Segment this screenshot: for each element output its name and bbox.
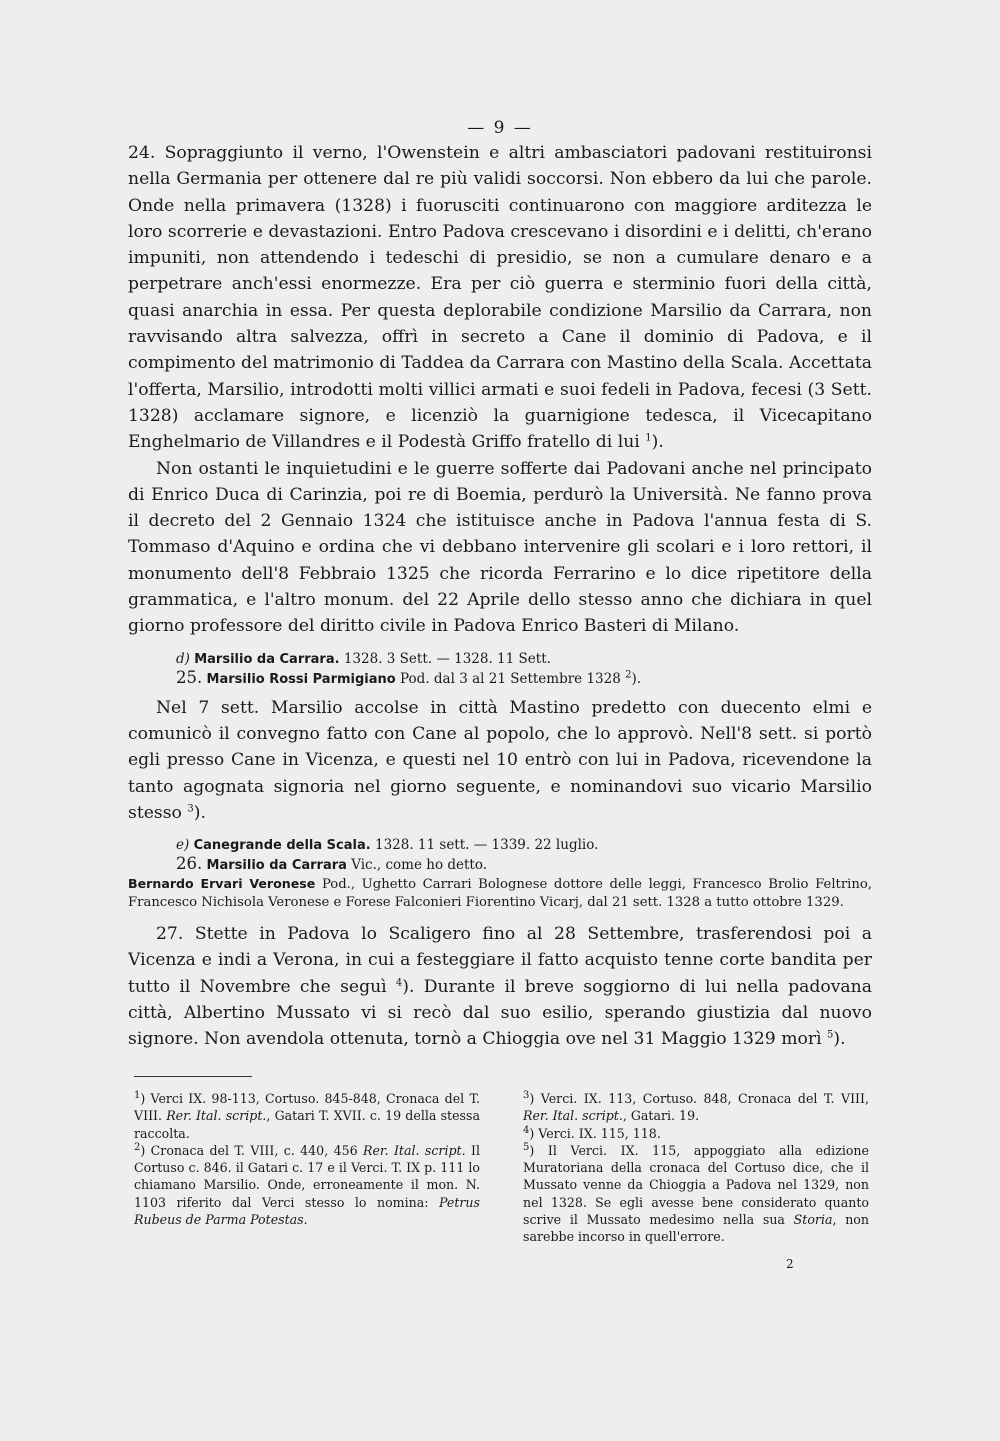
footnote-3: $^3$) Verci. IX. 113, Cortuso. 848, Cronaca del T. VIII, Rer. Ital. script., Gatari. 19. <box>523 1089 869 1124</box>
section-heading-26: 26. Marsilio da Carrara Vic., come ho detto. <box>176 854 488 874</box>
main-text <box>128 140 872 1052</box>
footnote-ref-3: 3 <box>187 803 194 815</box>
footnote-ref-5: 5 <box>827 1029 834 1041</box>
footnote-1: $^1$) Verci IX. 98-113, Cortuso. 845-848, Cronaca del T. VIII. Rer. Ital. script., Gatari T. XVII. c. 19 della stessa raccolta. <box>134 1089 480 1141</box>
paragraph-26: Bernardo Ervari Veronese Pod., Ughetto Carrari Bolognese dottore delle leggi, Francesco Brolio Feltrino, Francesco Nichisola Veronese e Forese Falconieri Fiorentino Vicarj, dal 21 sett. 1328 a tutto ottobre 1329. <box>128 876 872 910</box>
paragraph-27: 27. Stette in Padova lo Scaligero fino al 28 Settembre, trasferendosi poi a Vicenza e indi a Verona, in cui a festeggiare il fatto acquisto tenne corte bandita per tutto il Novembre che seguì $^4$). Durante il breve soggiorno di lui nella padovana città, Albertino Mussato vi si recò dal suo esilio, sperando giustizia dal nuovo signore. Non avendola ottenuta, tornò a Chioggia ove nel 31 Maggio 1329 morì $^5$). <box>128 923 872 1050</box>
footnote-ref-1: 1 <box>645 432 652 444</box>
footnote-5: $^5$) Il Verci. IX. 115, appoggiato alla edizione Muratoriana della cronaca del Cortuso dice, che il Mussato venne da Chioggia a Padova nel 1329, non nel 1328. Se egli avesse bene considerato quanto scrive il Mussato medesimo nella sua Storia, non sarebbe incorso in quell'errore. <box>523 1141 869 1245</box>
footnotes <box>134 1090 869 1246</box>
footnotes-left-column <box>134 1090 480 1246</box>
paragraph-24: 24. Sopraggiunto il verno, l'Owenstein e altri ambasciatori padovani restituironsi nella Germania per ottenere dal re più validi soccorsi. Non ebbero da lui che parole. Onde nella primavera (1328) i fuorusciti continuarono con maggiore arditezza le loro scorrerie e devastazioni. Entro Padova crescevano i disordini e i delitti, ch'erano impuniti, non attendendo i tedeschi di presidio, se non a cumulare denaro e a perpetrare anch'essi enormezze. Era per ciò guerra e sterminio fuori della città, quasi anarchia in essa. Per questa deplorabile condizione Marsilio da Carrara, non ravvisando altra salvezza, offrì in secreto a Cane il dominio di Padova, e il compimento del matrimonio di Taddea da Carrara con Mastino della Scala. Accettata l'offerta, Marsilio, introdotti molti villici armati e suoi fedeli in Padova, fecesi (3 Sett. 1328) acclamare signore, e licenziò la guarnigione tedesca, il Vicecapitano Enghelmario de Villandres e il Podestà Griffo fratello di lui $^1$). <box>128 143 872 453</box>
signature-mark: 2 <box>786 1257 794 1271</box>
footnote-divider <box>134 1076 252 1077</box>
section-heading-d: d) Marsilio da Carrara. 1328. 3 Sett. — 1328. 11 Sett. <box>176 650 551 667</box>
paragraph-25: Nel 7 sett. Marsilio accolse in città Mastino predetto con duecento elmi e comunicò il convegno fatto con Cane al popolo, che lo approvò. Nell'8 sett. si portò egli presso Cane in Vicenza, e questi nel 10 entrò con lui in Padova, ricevendone la tanto agognata signoria nel giorno seguente, e nominandovi suo vicario Marsilio stesso $^3$). <box>128 697 872 823</box>
section-heading-e: e) Canegrande della Scala. 1328. 11 sett. — 1339. 22 luglio. <box>176 837 599 854</box>
page-number: — 9 — <box>467 118 533 138</box>
footnote-ref-2: 2 <box>625 669 632 681</box>
footnote-4: $^4$) Verci. IX. 115, 118. <box>523 1124 661 1141</box>
footnotes-right-column <box>523 1090 869 1246</box>
footnote-2: $^2$) Cronaca del T. VIII, c. 440, 456 Rer. Ital. script. Il Cortuso c. 846. il Gatari c. 17 e il Verci. T. IX p. 111 lo chiamano Marsilio. Onde, erroneamente il mon. N. 1103 riferito dal Verci stesso lo nomina: Petrus Rubeus de Parma Potestas. <box>134 1141 480 1228</box>
footnote-ref-4: 4 <box>395 976 403 988</box>
paragraph-university: Non ostanti le inquietudini e le guerre sofferte dai Padovani anche nel principato di Enrico Duca di Carinzia, poi re di Boemia, perdurò la Università. Ne fanno prova il decreto del 2 Gennaio 1324 che istituisce anche in Padova l'annua festa di S. Tommaso d'Aquino e ordina che vi debbano intervenire gli scolari e i loro rettori, il monumento dell'8 Febbraio 1325 che ricorda Ferrarino e lo dice ripetitore della grammatica, e l'altro monum. del 22 Aprile dello stesso anno che dichiara in quel giorno professore del diritto civile in Padova Enrico Basteri di Milano. <box>128 458 872 637</box>
section-heading-25: 25. Marsilio Rossi Parmigiano Pod. dal 3 al 21 Settembre 1328 $^2$). <box>176 667 642 687</box>
